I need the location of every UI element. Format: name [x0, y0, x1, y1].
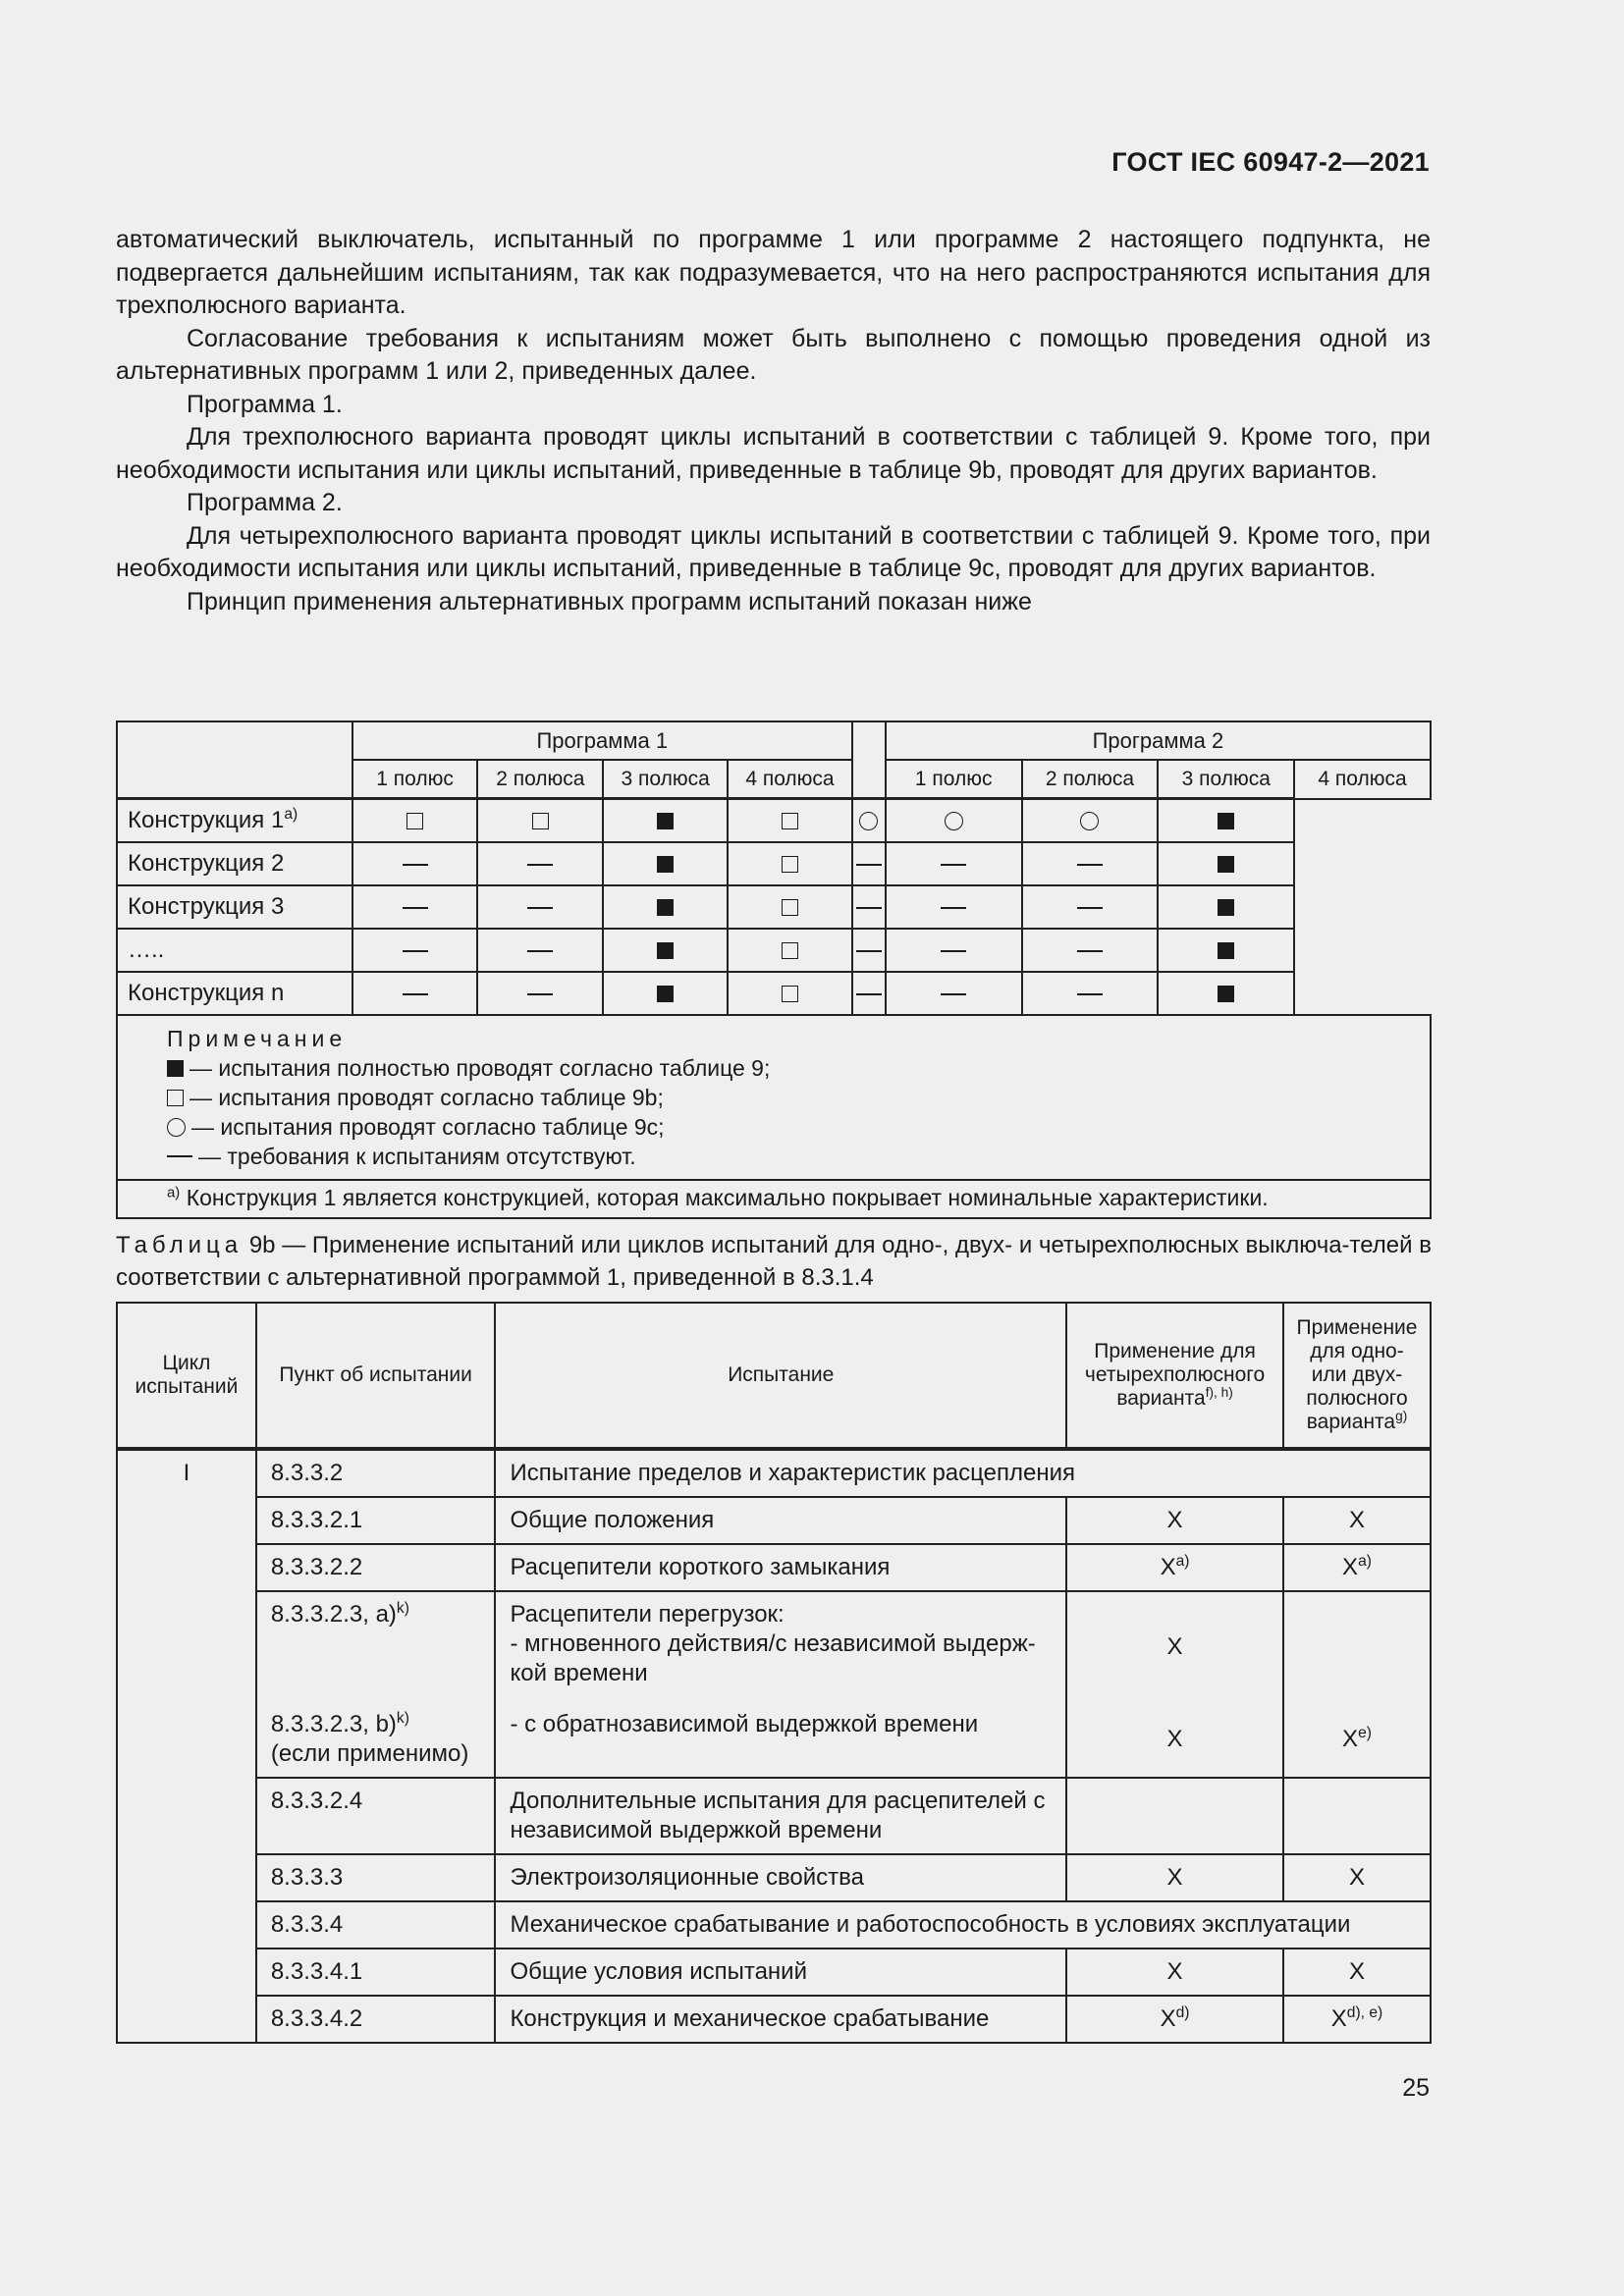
p1-cell: [352, 885, 478, 929]
empty-square-icon: [167, 1090, 184, 1106]
paragraph: Для трехполюсного варианта проводят циклы испытаний в соответствии с таблицей 9. Кроме того, при необходимости испытания или циклы испытаний, приведенные в таблице 9b, проводят для других вариантов.: [116, 423, 1431, 484]
dash-symbol: [941, 864, 966, 866]
test-cell: Испытание пределов и характеристик расцепления: [495, 1449, 1431, 1497]
table-row: [117, 1949, 1431, 1996]
note-line: [167, 1112, 1430, 1142]
dash-symbol: [403, 993, 428, 995]
clause-cell: 8.3.3.2.3, b)$^{k)}$ (если применимо): [256, 1702, 496, 1778]
p1-cell: [352, 799, 478, 843]
test-cell: Электроизоляционные свойства: [495, 1854, 1066, 1901]
p2-cell: [886, 885, 1022, 929]
one-two-pole-cell: [1283, 1591, 1431, 1702]
empty-square-icon: [782, 856, 798, 873]
note-text: — испытания проводят согласно таблице 9b;: [189, 1085, 664, 1110]
table-row: [117, 1544, 1431, 1591]
p2-cell: [1158, 799, 1294, 843]
row-label: Конструкция n: [117, 972, 352, 1015]
four-pole-cell: X: [1066, 1854, 1283, 1901]
p1-col-header: 3 полюса: [603, 760, 728, 799]
four-pole-cell: [1066, 1778, 1283, 1854]
paragraph: автоматический выключатель, испытанный по программе 1 или программе 2 настоящего подпункта, не подвергается дальнейшим испытаниям, так как подразумевается, что на него распространяются испытания для трехполюсного варианта.: [116, 226, 1431, 319]
circle-icon: [1080, 812, 1099, 830]
p2-col-header: 1 полюс: [886, 760, 1022, 799]
one-two-pole-cell: X: [1283, 1949, 1431, 1996]
p2-cell: [1158, 972, 1294, 1015]
clause-cell: 8.3.3.4.2: [256, 1996, 496, 2043]
circle-icon: [167, 1118, 186, 1137]
dash-symbol: [167, 1155, 192, 1157]
program1-header: Программа 1: [352, 721, 852, 760]
p2-cell: [886, 842, 1022, 885]
note-text: — испытания полностью проводят согласно таблице 9;: [189, 1055, 771, 1081]
header-four-pole: Применение для четырехполюсного варианта$^{f), h)}$: [1066, 1303, 1283, 1449]
one-two-pole-cell: [1283, 1778, 1431, 1854]
dash-symbol: [941, 993, 966, 995]
four-pole-cell: X: [1066, 1591, 1283, 1702]
program-row: [117, 972, 1431, 1015]
p2-col-header: 2 полюса: [1022, 760, 1159, 799]
p2-cell: [1158, 885, 1294, 929]
page-number: 25: [1402, 2074, 1430, 2102]
program2-header: Программа 2: [886, 721, 1431, 760]
p2-cell: [852, 842, 886, 885]
dash-symbol: [941, 907, 966, 909]
clause-cell: 8.3.3.4: [256, 1901, 496, 1949]
empty-square-icon: [782, 986, 798, 1002]
table-row: [117, 1996, 1431, 2043]
table-9b: [116, 1302, 1432, 2044]
table-row: [117, 1702, 1431, 1778]
table-row: [117, 1591, 1431, 1702]
header-cycle: Цикл испытаний: [117, 1303, 256, 1449]
dash-symbol: [1077, 907, 1103, 909]
p1-cell: [728, 885, 852, 929]
note-line: [167, 1083, 1430, 1112]
filled-square-icon: [1218, 856, 1234, 873]
p1-cell: [603, 799, 728, 843]
paragraph: Программа 1.: [187, 390, 343, 418]
clause-cell: 8.3.3.4.1: [256, 1949, 496, 1996]
footnote-mark: a): [167, 1184, 181, 1201]
empty-square-icon: [782, 942, 798, 959]
header-one-two-pole: Применение для одно- или двух-полюсного варианта$^{g)}$: [1283, 1303, 1431, 1449]
one-two-pole-cell: X: [1283, 1497, 1431, 1544]
filled-square-icon: [657, 986, 674, 1002]
p1-cell: [477, 842, 603, 885]
dash-symbol: [856, 907, 882, 909]
clause-cell: 8.3.3.3: [256, 1854, 496, 1901]
paragraph: Для четырехполюсного варианта проводят циклы испытаний в соответствии с таблицей 9. Кроме того, при необходимости испытания или циклы испытаний, приведенные в таблице 9c, проводят для других вариантов.: [116, 521, 1431, 582]
filled-square-icon: [657, 942, 674, 959]
filled-square-icon: [657, 899, 674, 916]
row-label: Конструкция 3: [117, 885, 352, 929]
filled-square-icon: [657, 813, 674, 829]
p1-cell: [603, 842, 728, 885]
p2-cell: [1022, 885, 1159, 929]
note-line: [167, 1142, 1430, 1171]
p2-cell: [1022, 842, 1159, 885]
filled-square-icon: [657, 856, 674, 873]
circle-icon: [859, 812, 878, 830]
p2-cell: [1022, 972, 1159, 1015]
four-pole-cell: X: [1066, 1497, 1283, 1544]
dash-symbol: [403, 864, 428, 866]
table-row: [117, 1854, 1431, 1901]
caption-text: 9b — Применение испытаний или циклов испытаний для одно-, двух- и четырехполюсных выключа-телей в соответствии с альтернативной программой 1, приведенной в 8.3.1.4: [116, 1232, 1433, 1291]
test-cell: Общие условия испытаний: [495, 1949, 1066, 1996]
table-9b-caption: [116, 1229, 1432, 1294]
test-cell: Механическое срабатывание и работоспособность в условиях эксплуатации: [495, 1901, 1431, 1949]
p2-cell: [852, 885, 886, 929]
four-pole-cell: $X^{a)}$: [1066, 1544, 1283, 1591]
clause-cell: 8.3.3.2.1: [256, 1497, 496, 1544]
program-row: [117, 929, 1431, 972]
note-title: Примечание: [167, 1026, 348, 1051]
filled-square-icon: [1218, 899, 1234, 916]
note-block: [117, 1015, 1431, 1180]
table-row: [117, 1497, 1431, 1544]
row-label: Конструкция 1$^{a)}$: [117, 799, 352, 843]
clause-cell: 8.3.3.2.4: [256, 1778, 496, 1854]
p2-cell: [886, 799, 1022, 843]
caption-label: Таблица: [116, 1232, 244, 1258]
program-row: [117, 842, 1431, 885]
dash-symbol: [856, 950, 882, 952]
p1-col-header: 4 полюса: [728, 760, 852, 799]
program-row: [117, 799, 1431, 843]
empty-square-icon: [782, 899, 798, 916]
note-text: — требования к испытаниям отсутствуют.: [198, 1144, 636, 1169]
dash-symbol: [856, 864, 882, 866]
p2-cell: [1022, 799, 1159, 843]
clause-cell: 8.3.3.2.2: [256, 1544, 496, 1591]
p2-cell: [1158, 842, 1294, 885]
p1-cell: [352, 972, 478, 1015]
filled-square-icon: [167, 1060, 184, 1077]
filled-square-icon: [1218, 813, 1234, 829]
circle-icon: [945, 812, 963, 830]
p1-cell: [603, 885, 728, 929]
p2-cell: [886, 929, 1022, 972]
p2-col-header: 4 полюса: [1294, 760, 1431, 799]
filled-square-icon: [1218, 986, 1234, 1002]
p1-cell: [603, 972, 728, 1015]
p1-cell: [477, 885, 603, 929]
test-cell: Расцепители перегрузок: - мгновенного действия/с независимой выдерж-кой времени: [495, 1591, 1066, 1702]
note-line: [167, 1053, 1430, 1083]
gap-column: [852, 721, 886, 799]
p1-cell: [352, 842, 478, 885]
four-pole-cell: X: [1066, 1949, 1283, 1996]
paragraph: Принцип применения альтернативных программ испытаний показан ниже: [187, 587, 1032, 615]
one-two-pole-cell: $X^{e)}$: [1283, 1702, 1431, 1778]
empty-square-icon: [406, 813, 423, 829]
program-table: [116, 721, 1432, 1219]
document-code-header: ГОСТ IEC 60947-2—2021: [1111, 147, 1430, 177]
dash-symbol: [1077, 993, 1103, 995]
test-cell: Дополнительные испытания для расцепителей с независимой выдержкой времени: [495, 1778, 1066, 1854]
body-text: [116, 224, 1431, 618]
p1-cell: [477, 972, 603, 1015]
row-label: …..: [117, 929, 352, 972]
p1-cell: [477, 799, 603, 843]
dash-symbol: [941, 950, 966, 952]
note-text: — испытания проводят согласно таблице 9c;: [191, 1114, 665, 1140]
test-cell: Расцепители короткого замыкания: [495, 1544, 1066, 1591]
p1-col-header: 1 полюс: [352, 760, 478, 799]
p2-cell: [852, 929, 886, 972]
clause-cell: 8.3.3.2: [256, 1449, 496, 1497]
footnote-cell: [117, 1180, 1431, 1218]
dash-symbol: [1077, 950, 1103, 952]
header-clause: Пункт об испытании: [256, 1303, 496, 1449]
empty-square-icon: [782, 813, 798, 829]
four-pole-cell: $X^{d)}$: [1066, 1996, 1283, 2043]
test-cell: Конструкция и механическое срабатывание: [495, 1996, 1066, 2043]
footnote-text: Конструкция 1 является конструкцией, которая максимально покрывает номинальные характеристики.: [186, 1185, 1269, 1210]
test-cell: - с обратнозависимой выдержкой времени: [495, 1702, 1066, 1778]
dash-symbol: [403, 950, 428, 952]
p2-cell: [1158, 929, 1294, 972]
empty-square-icon: [532, 813, 549, 829]
row-label: Конструкция 2: [117, 842, 352, 885]
p2-cell: [1022, 929, 1159, 972]
dash-symbol: [527, 864, 553, 866]
cycle-cell: I: [117, 1449, 256, 2043]
p1-cell: [352, 929, 478, 972]
clause-cell: 8.3.3.2.3, a)$^{k)}$: [256, 1591, 496, 1702]
dash-symbol: [856, 993, 882, 995]
table-row: [117, 1901, 1431, 1949]
p1-cell: [477, 929, 603, 972]
paragraph: Согласование требования к испытаниям может быть выполнено с помощью проведения одной из альтернативных программ 1 или 2, приведенных далее.: [116, 324, 1431, 385]
p1-cell: [728, 842, 852, 885]
dash-symbol: [527, 907, 553, 909]
filled-square-icon: [1218, 942, 1234, 959]
one-two-pole-cell: $X^{d), e)}$: [1283, 1996, 1431, 2043]
p2-col-header: 3 полюса: [1158, 760, 1294, 799]
p2-cell: [886, 972, 1022, 1015]
header-test: Испытание: [495, 1303, 1066, 1449]
dash-symbol: [527, 950, 553, 952]
dash-symbol: [403, 907, 428, 909]
one-two-pole-cell: $X^{a)}$: [1283, 1544, 1431, 1591]
four-pole-cell: X: [1066, 1702, 1283, 1778]
corner-cell: [117, 721, 352, 799]
p1-col-header: 2 полюса: [477, 760, 603, 799]
dash-symbol: [527, 993, 553, 995]
p1-cell: [728, 799, 852, 843]
test-cell: Общие положения: [495, 1497, 1066, 1544]
paragraph: Программа 2.: [187, 489, 343, 516]
p1-cell: [603, 929, 728, 972]
p2-cell: [852, 972, 886, 1015]
p2-cell: [852, 799, 886, 843]
dash-symbol: [1077, 864, 1103, 866]
one-two-pole-cell: X: [1283, 1854, 1431, 1901]
program-row: [117, 885, 1431, 929]
p1-cell: [728, 929, 852, 972]
table-row: [117, 1449, 1431, 1497]
p1-cell: [728, 972, 852, 1015]
table-row: [117, 1778, 1431, 1854]
